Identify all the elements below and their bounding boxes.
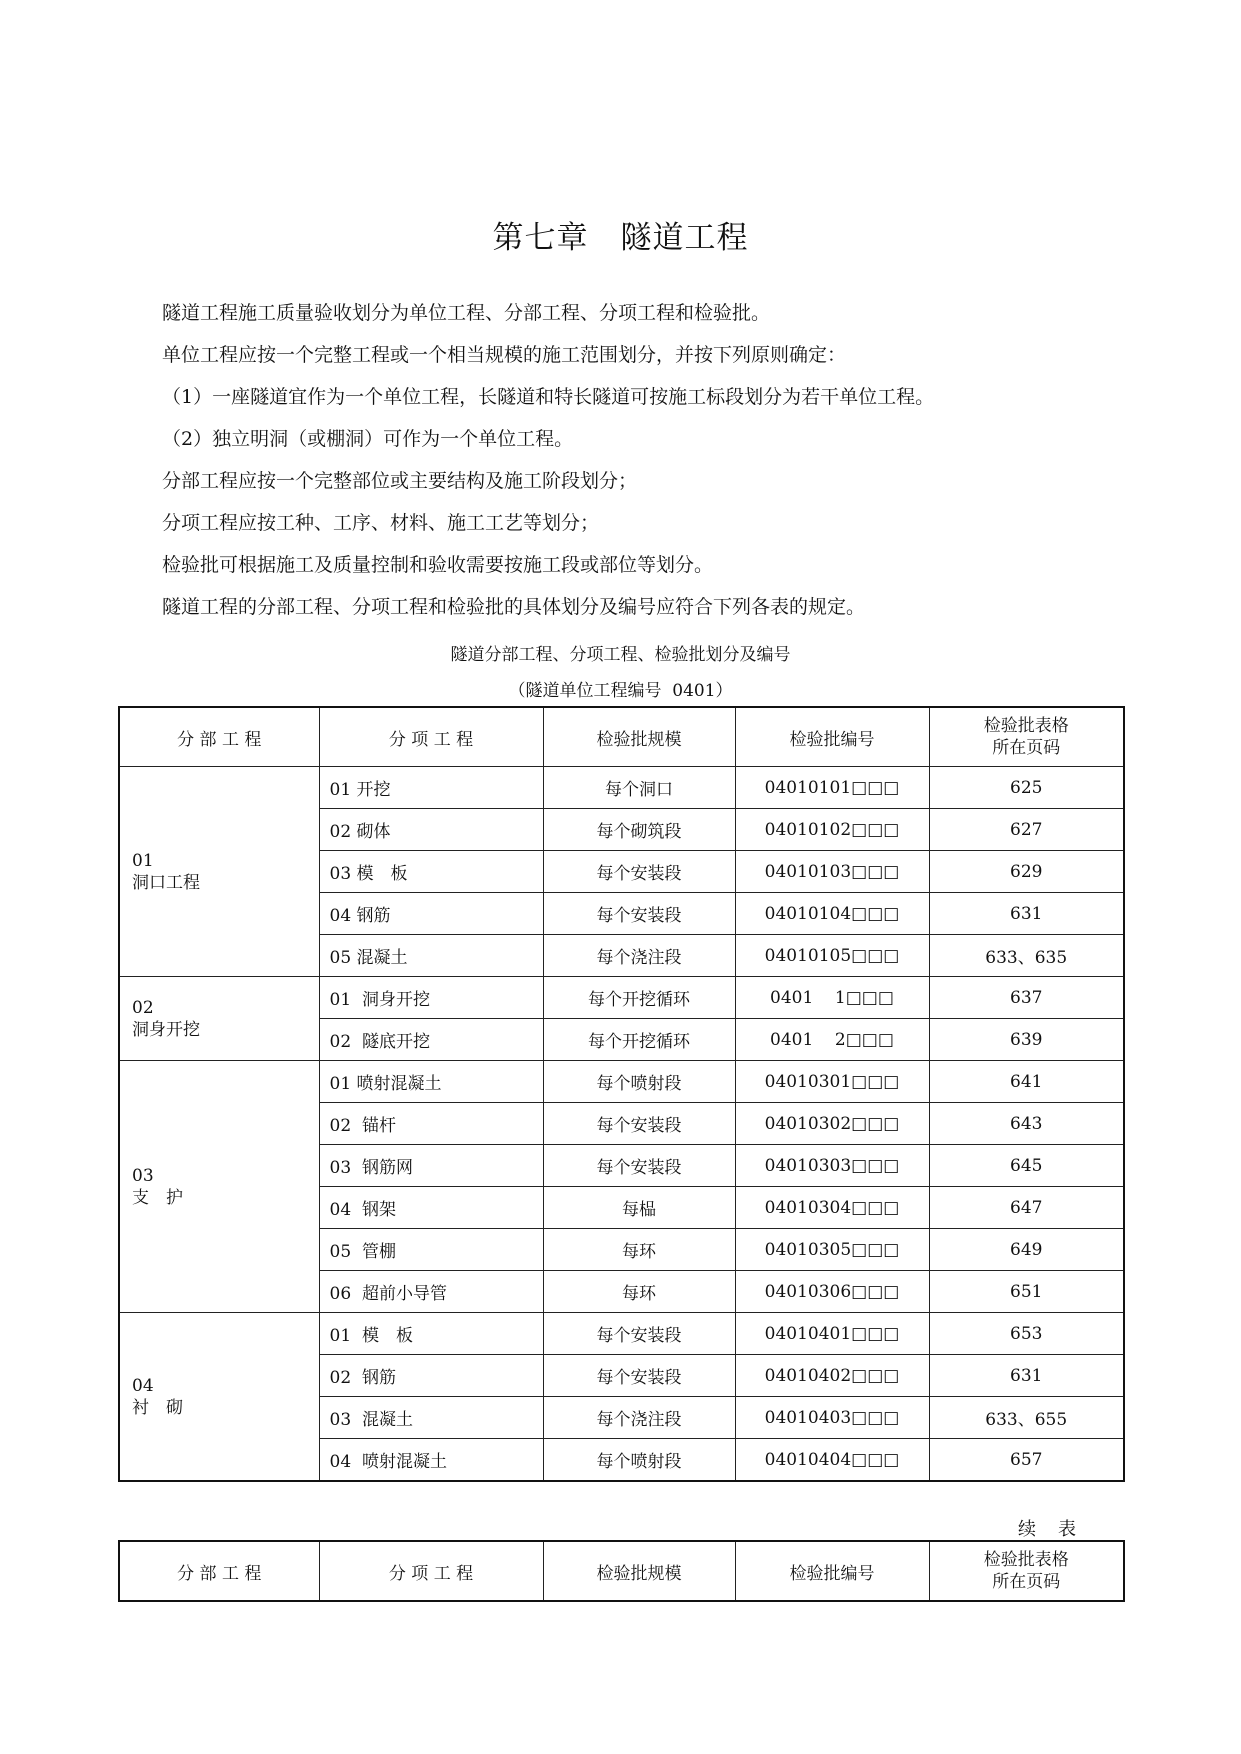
division-table [118,706,1125,1482]
item-cell: 01 开挖 [319,767,543,809]
code-cell: 04010104□□□ [735,893,929,935]
scale-cell: 每个安装段 [543,893,735,935]
part-code: 04 [132,1375,154,1396]
header-part: 分 部 工 程 [119,1541,319,1601]
code-cell: 04010301□□□ [735,1061,929,1103]
table-row [119,977,1124,1019]
page-cell: 633、635 [929,935,1124,977]
item-cell: 03 模 板 [319,851,543,893]
code-cell: 04010103□□□ [735,851,929,893]
continued-table-header [118,1540,1125,1602]
item-cell: 06 超前小导管 [319,1271,543,1313]
item-cell: 02 锚杆 [319,1103,543,1145]
code-cell: 0401 1□□□ [735,977,929,1019]
part-cell [119,767,319,977]
part-name: 支 护 [132,1187,183,1208]
item-cell: 05 管棚 [319,1229,543,1271]
chapter-title: 第七章 隧道工程 [492,220,749,256]
scale-cell: 每个洞口 [543,767,735,809]
code-cell: 04010303□□□ [735,1145,929,1187]
code-cell: 04010305□□□ [735,1229,929,1271]
paragraph: 隧道工程施工质量验收划分为单位工程、分部工程、分项工程和检验批。 [162,302,771,324]
page-cell: 625 [929,767,1124,809]
paragraph: 单位工程应按一个完整工程或一个相当规模的施工范围划分，并按下列原则确定： [162,344,847,366]
scale-cell: 每个砌筑段 [543,809,735,851]
scale-cell: 每个喷射段 [543,1061,735,1103]
header-scale: 检验批规模 [543,707,735,767]
item-cell: 03 钢筋网 [319,1145,543,1187]
paragraph: （1）一座隧道宜作为一个单位工程，长隧道和特长隧道可按施工标段划分为若干单位工程。 [162,386,935,408]
header-page-line1: 检验批表格 [983,1550,1069,1570]
header-code: 检验批编号 [735,707,929,767]
paragraph: （2）独立明洞（或棚洞）可作为一个单位工程。 [162,428,574,450]
header-code: 检验批编号 [735,1541,929,1601]
header-page-line1: 检验批表格 [983,716,1069,736]
item-cell: 04 钢筋 [319,893,543,935]
item-cell: 02 砌体 [319,809,543,851]
code-cell: 04010304□□□ [735,1187,929,1229]
page-cell: 647 [929,1187,1124,1229]
header-page-line2: 所在页码 [992,738,1061,758]
scale-cell: 每个浇注段 [543,1397,735,1439]
code-cell: 04010302□□□ [735,1103,929,1145]
scale-cell: 每个喷射段 [543,1439,735,1482]
table-row [119,1313,1124,1355]
code-cell: 04010102□□□ [735,809,929,851]
part-code: 01 [132,850,154,871]
item-cell: 02 隧底开挖 [319,1019,543,1061]
header-item: 分 项 工 程 [319,707,543,767]
page-cell: 649 [929,1229,1124,1271]
header-page-line2: 所在页码 [992,1572,1061,1592]
page-cell: 639 [929,1019,1124,1061]
part-name: 洞身开挖 [132,1019,200,1040]
header-part: 分 部 工 程 [119,707,319,767]
page-cell: 645 [929,1145,1124,1187]
item-cell: 03 混凝土 [319,1397,543,1439]
item-cell: 04 喷射混凝土 [319,1439,543,1482]
paragraph: 分部工程应按一个完整部位或主要结构及施工阶段划分； [162,470,638,492]
table-header-row [119,707,1124,767]
code-cell: 04010306□□□ [735,1271,929,1313]
scale-cell: 每环 [543,1271,735,1313]
scale-cell: 每个安装段 [543,1355,735,1397]
item-cell: 01 模 板 [319,1313,543,1355]
item-cell: 02 钢筋 [319,1355,543,1397]
part-name: 洞口工程 [132,872,200,893]
scale-cell: 每个安装段 [543,1103,735,1145]
table-subtitle: （隧道单位工程编号 0401） [508,681,733,701]
table-title: 隧道分部工程、分项工程、检验批划分及编号 [450,645,791,665]
scale-cell: 每榀 [543,1187,735,1229]
code-cell: 04010401□□□ [735,1313,929,1355]
table-header-row [119,1541,1124,1601]
page-cell: 627 [929,809,1124,851]
part-code: 03 [132,1165,154,1186]
page-cell: 641 [929,1061,1124,1103]
intro-paragraphs [162,292,1122,628]
page-cell: 643 [929,1103,1124,1145]
page-cell: 633、655 [929,1397,1124,1439]
page-cell: 631 [929,1355,1124,1397]
page-cell: 629 [929,851,1124,893]
page-cell: 651 [929,1271,1124,1313]
item-cell: 05 混凝土 [319,935,543,977]
scale-cell: 每个安装段 [543,851,735,893]
item-cell: 01 洞身开挖 [319,977,543,1019]
continued-label: 续 表 [1018,1519,1078,1540]
page-cell: 631 [929,893,1124,935]
page-cell: 657 [929,1439,1124,1482]
item-cell: 01 喷射混凝土 [319,1061,543,1103]
table-row [119,1061,1124,1103]
page-cell: 653 [929,1313,1124,1355]
part-code: 02 [132,997,154,1018]
scale-cell: 每个安装段 [543,1145,735,1187]
scale-cell: 每个安装段 [543,1313,735,1355]
scale-cell: 每环 [543,1229,735,1271]
scale-cell: 每个开挖循环 [543,977,735,1019]
code-cell: 04010105□□□ [735,935,929,977]
part-cell [119,1313,319,1482]
part-name: 衬 砌 [132,1397,183,1418]
code-cell: 04010404□□□ [735,1439,929,1482]
code-cell: 04010402□□□ [735,1355,929,1397]
header-scale: 检验批规模 [543,1541,735,1601]
code-cell: 04010101□□□ [735,767,929,809]
part-cell [119,977,319,1061]
item-cell: 04 钢架 [319,1187,543,1229]
table-row [119,767,1124,809]
code-cell: 0401 2□□□ [735,1019,929,1061]
scale-cell: 每个开挖循环 [543,1019,735,1061]
paragraph: 隧道工程的分部工程、分项工程和检验批的具体划分及编号应符合下列各表的规定。 [162,596,866,618]
header-page [929,1541,1124,1601]
header-page [929,707,1124,767]
scale-cell: 每个浇注段 [543,935,735,977]
header-item: 分 项 工 程 [319,1541,543,1601]
part-cell [119,1061,319,1313]
paragraph: 检验批可根据施工及质量控制和验收需要按施工段或部位等划分。 [162,554,714,576]
paragraph: 分项工程应按工种、工序、材料、施工工艺等划分； [162,512,600,534]
code-cell: 04010403□□□ [735,1397,929,1439]
page-cell: 637 [929,977,1124,1019]
